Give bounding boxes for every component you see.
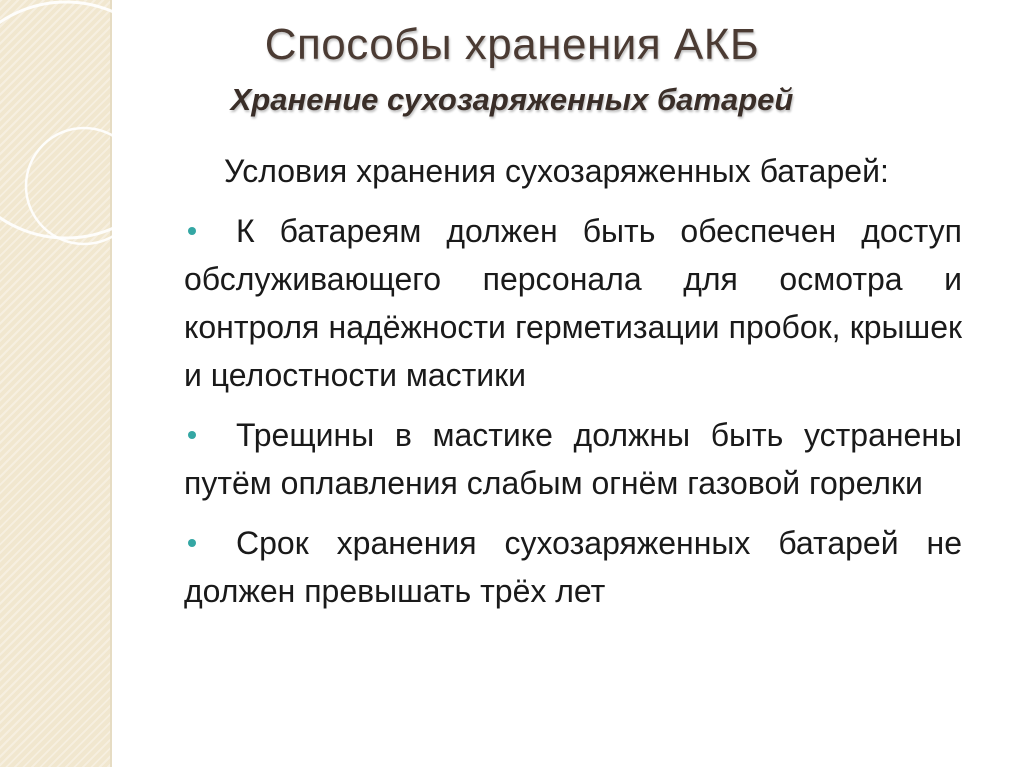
- bullet-icon: [188, 227, 196, 235]
- bullet-item: [184, 411, 962, 507]
- small-ring-icon: [26, 128, 140, 244]
- intro-text: Условия хранения сухозаряженных батарей:: [224, 153, 889, 189]
- bullet-text: Трещины в мастике должны быть устранены путём оплавления слабым огнём газовой горелки: [184, 417, 962, 501]
- bullet-item: [184, 207, 962, 399]
- bullet-text: Срок хранения сухозаряженных батарей не должен превышать трёх лет: [184, 525, 962, 609]
- slide-title: Способы хранения АКБ: [264, 20, 760, 69]
- bullet-icon: [188, 539, 196, 547]
- slide-body: [184, 147, 962, 627]
- bullet-item: [184, 519, 962, 615]
- bullet-icon: [188, 431, 196, 439]
- slide-subtitle: Хранение сухозаряженных батарей: [230, 82, 794, 117]
- bullet-text: К батареям должен быть обеспечен доступ обслуживающего персонала для осмотра и контроля надёжности герметизации пробок, крышек и целостности мастики: [184, 213, 962, 393]
